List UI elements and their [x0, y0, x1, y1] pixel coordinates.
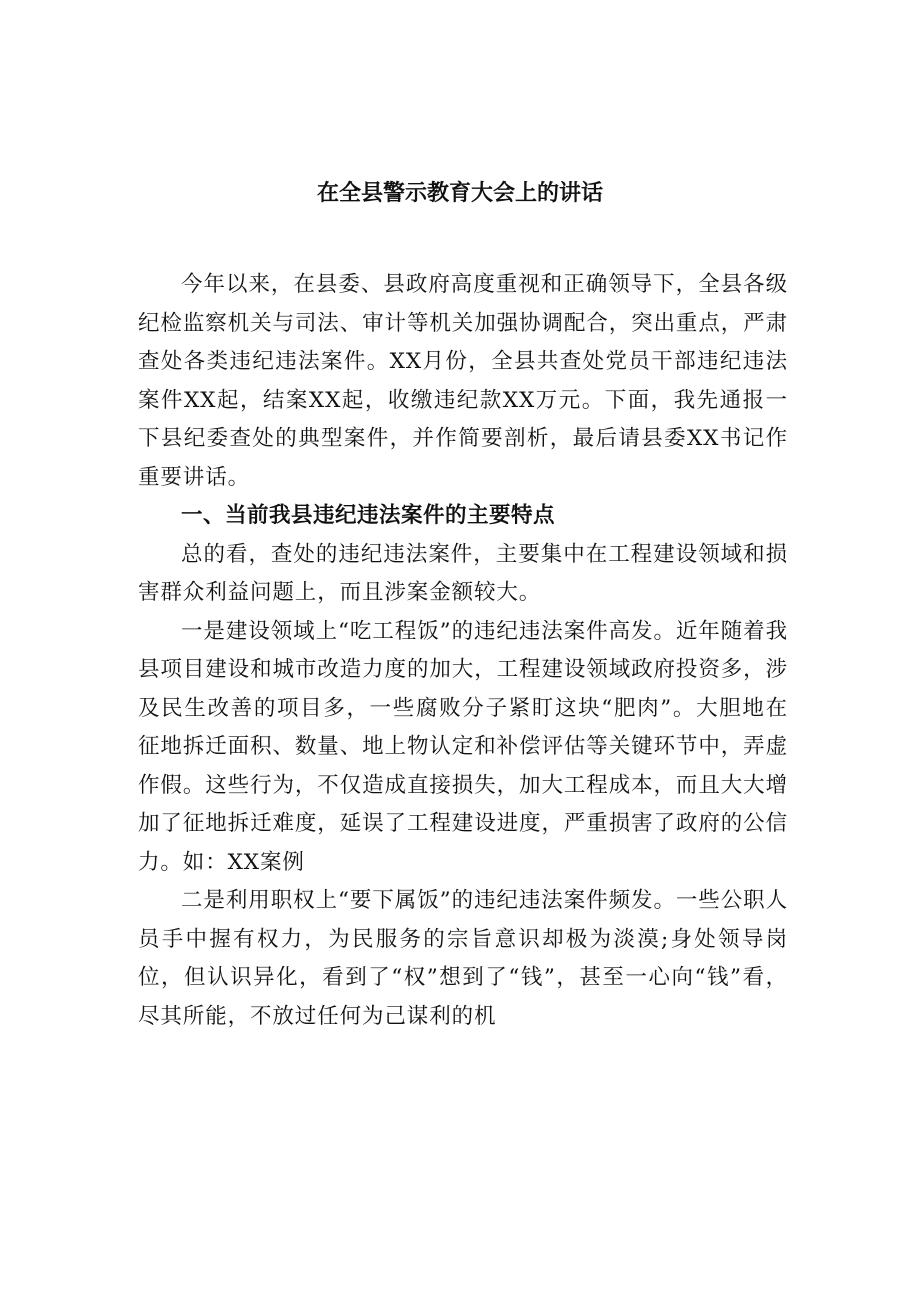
document-title: 在全县警示教育大会上的讲话	[316, 181, 603, 206]
paragraph-point-1: 一是建设领域上“吃工程饭”的违纪违法案件高发。近年随着我县项目建设和城市改造力度的加大，工程建设领域政府投资多，涉及民生改善的项目多，一些腐败分子紧盯这块“肥肉”。大胆地在征地拆迁面积、数量、地上物认定和补偿评估等关键环节中，弄虚作假。这些行为，不仅造成直接损失，加大工程成本，而且大大增加了征地拆迁难度，延误了工程建设进度，严重损害了政府的公信力。如：XX案例	[138, 618, 788, 875]
document-body	[138, 266, 788, 1036]
section-heading-1: 一、当前我县违纪违法案件的主要特点	[181, 503, 556, 528]
paragraph-point-2: 二是利用职权上“要下属饭”的违纪违法案件频发。一些公职人员手中握有权力，为民服务的宗旨意识却极为淡漠;身处领导岗位，但认识异化，看到了“权”想到了“钱”，甚至一心向“钱”看，尽其所能，不放过任何为己谋利的机	[138, 888, 788, 1029]
paragraph-intro: 今年以来，在县委、县政府高度重视和正确领导下，全县各级纪检监察机关与司法、审计等机关加强协调配合，突出重点，严肃查处各类违纪违法案件。XX月份，全县共查处党员干部违纪违法案件XX起，结案XX起，收缴违纪款XX万元。下面，我先通报一下县纪委查处的典型案件，并作简要剖析，最后请县委XX书记作重要讲话。	[138, 272, 788, 490]
paragraph-summary: 总的看，查处的违纪违法案件，主要集中在工程建设领域和损害群众利益问题上，而且涉案金额较大。	[138, 541, 788, 605]
